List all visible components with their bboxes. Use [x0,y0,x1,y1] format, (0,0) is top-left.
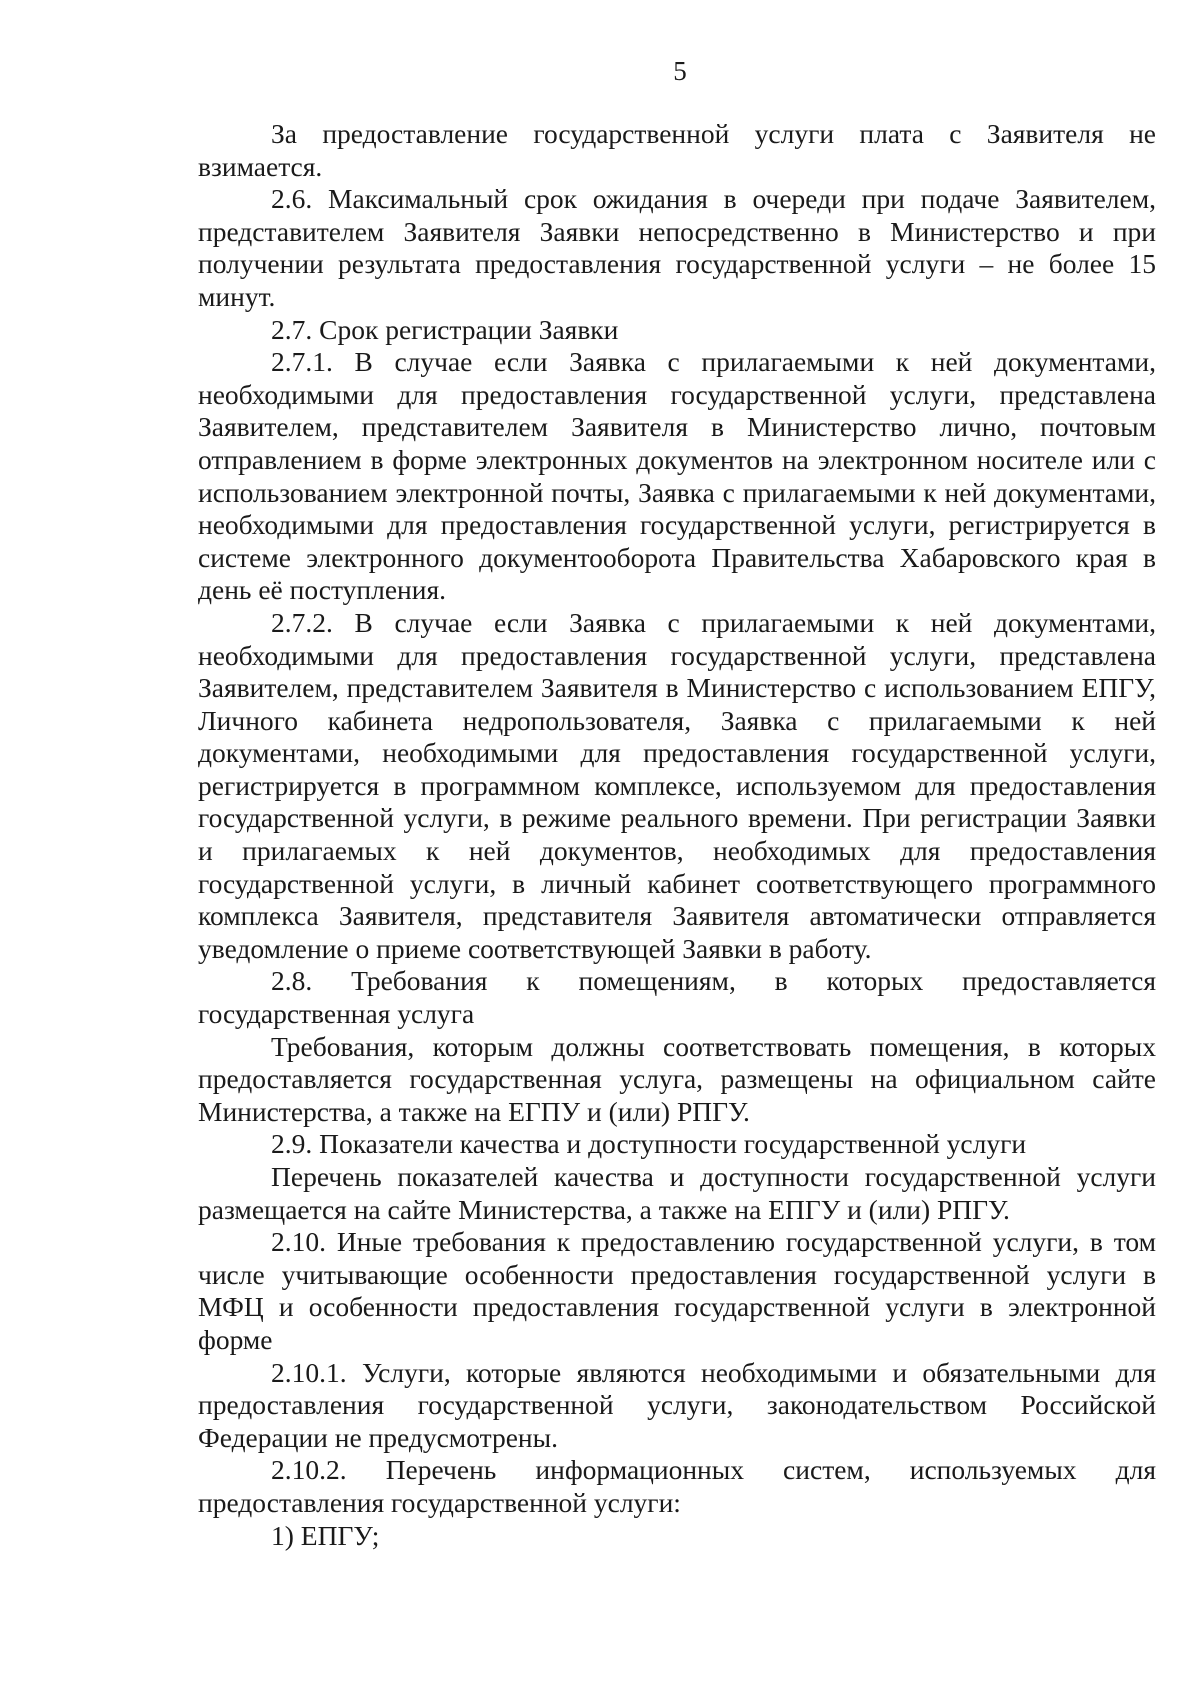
page-number: 5 [673,56,687,86]
list-item-epgu: 1) ЕПГУ; [271,1519,380,1551]
paragraph-2-7-1: 2.7.1. В случае если Заявка с прилагаемыми к ней документами, необходимыми для предоставления государственной услуги, представлена Заявителем, представителем Заявителя в Министерство лично, почтовым отправлением в форме электронных документов на электронном носителе или с использованием электронной почты, Заявка с прилагаемыми к ней документами, необходимыми для предоставления государственной услуги, регистрируется в системе электронного документооборота Правительства Хабаровского края в день её поступления. [198,346,1156,606]
heading-2-7: 2.7. Срок регистрации Заявки [271,313,619,345]
heading-2-10: 2.10. Иные требования к предоставлению государственной услуги, в том числе учитывающие особенности предоставления государственной услуги в МФЦ и особенности предоставления государственной услуги в электронной форме [198,1226,1156,1355]
paragraph-2-10-1: 2.10.1. Услуги, которые являются необходимыми и обязательными для предоставления государственной услуги, законодательством Российской Федерации не предусмотрены. [198,1356,1156,1453]
heading-2-8: 2.8. Требования к помещениям, в которых предоставляется государственная услуга [198,965,1156,1030]
paragraph-fee: За предоставление государственной услуги плата с Заявителя не взимается. [198,118,1156,182]
heading-2-9: 2.9. Показатели качества и доступности государственной услуги [271,1128,1027,1160]
document-body [198,118,1156,1552]
paragraph-2-10-2: 2.10.2. Перечень информационных систем, используемых для предоставления государственной услуги: [198,1454,1156,1518]
paragraph-quality-indicators: Перечень показателей качества и доступности государственной услуги размещается на сайте Министерства, а также на ЕПГУ и (или) РПГУ. [198,1161,1156,1225]
paragraph-2-6: 2.6. Максимальный срок ожидания в очереди при подаче Заявителем, представителем Заявителя Заявки непосредственно в Министерство и при получении результата предоставления государственной услуги – не более 15 минут. [198,183,1156,312]
paragraph-premises-requirements: Требования, которым должны соответствовать помещения, в которых предоставляется государственная услуга, размещены на официальном сайте Министерства, а также на ЕГПУ и (или) РПГУ. [198,1030,1156,1127]
paragraph-2-7-2: 2.7.2. В случае если Заявка с прилагаемыми к ней документами, необходимыми для предоставления государственной услуги, представлена Заявителем, представителем Заявителя в Министерство с использованием ЕПГУ, Личного кабинета недропользователя, Заявка с прилагаемыми к ней документами, необходимыми для предоставления государственной услуги, регистрируется в программном комплексе, используемом для предоставления государственной услуги, в режиме реального времени. При регистрации Заявки и прилагаемых к ней документов, необходимых для предоставления государственной услуги, в личный кабинет соответствующего программного комплекса Заявителя, представителя Заявителя автоматически отправляется уведомление о приеме соответствующей Заявки в работу. [198,606,1156,964]
